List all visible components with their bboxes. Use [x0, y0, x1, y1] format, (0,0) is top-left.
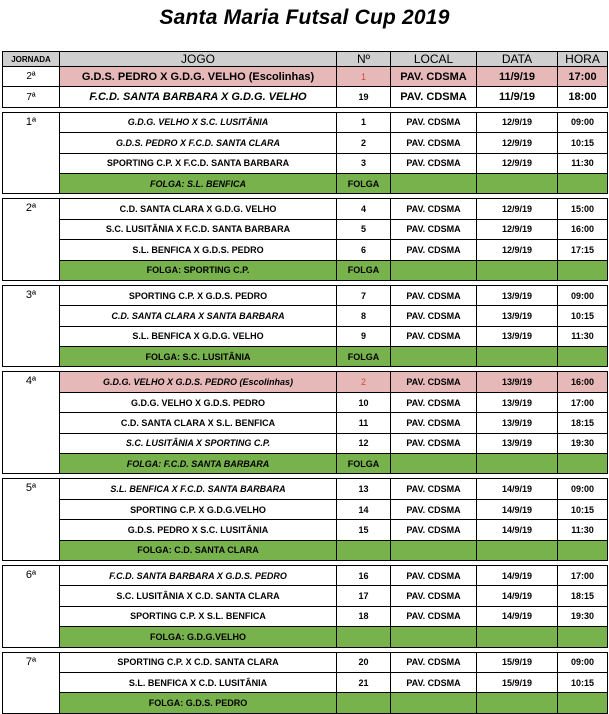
time-cell — [558, 347, 608, 367]
time-cell: 10:15 — [558, 499, 608, 519]
header-data: DATA — [477, 52, 558, 67]
jornada-cell: 2ª — [3, 67, 60, 87]
venue-cell — [391, 693, 477, 713]
venue-cell: PAV. CDSMA — [391, 285, 477, 305]
match-name-cell: C.D. SANTA CLARA X SANTA BARBARA — [60, 306, 337, 326]
venue-cell: PAV. CDSMA — [391, 499, 477, 519]
venue-cell — [391, 347, 477, 367]
time-cell — [558, 540, 608, 560]
header-num: Nº — [337, 52, 391, 67]
venue-cell: PAV. CDSMA — [391, 413, 477, 433]
schedule-table — [2, 51, 608, 714]
match-row — [3, 413, 608, 433]
match-name-cell: G.D.G. VELHO X G.D.S. PEDRO (Escolinhas) — [60, 372, 337, 392]
venue-cell: PAV. CDSMA — [391, 652, 477, 672]
time-cell: 11:30 — [558, 153, 608, 173]
match-number-cell: 20 — [337, 652, 391, 672]
folga-row — [3, 347, 608, 367]
match-row — [3, 499, 608, 519]
match-row — [3, 112, 608, 132]
time-cell: 17:00 — [558, 392, 608, 412]
time-cell: 10:15 — [558, 306, 608, 326]
match-row — [3, 326, 608, 346]
match-number-cell: 2 — [337, 372, 391, 392]
time-cell: 17:00 — [558, 565, 608, 585]
venue-cell: PAV. CDSMA — [391, 672, 477, 692]
date-cell: 12/9/19 — [477, 153, 558, 173]
date-cell: 14/9/19 — [477, 586, 558, 606]
date-cell: 14/9/19 — [477, 479, 558, 499]
header-hora: HORA — [558, 52, 608, 67]
time-cell: 19:30 — [558, 606, 608, 626]
folga-row — [3, 627, 608, 647]
folga-row — [3, 540, 608, 560]
venue-cell: PAV. CDSMA — [391, 240, 477, 260]
match-number-cell: 4 — [337, 199, 391, 219]
match-row — [3, 87, 608, 107]
venue-cell: PAV. CDSMA — [391, 433, 477, 453]
match-number-cell: FOLGA — [337, 347, 391, 367]
match-name-cell: SPORTING C.P. X C.D. SANTA CLARA — [60, 652, 337, 672]
match-row — [3, 133, 608, 153]
folga-row — [3, 260, 608, 280]
header-jornada: JORNADA — [3, 52, 60, 67]
match-name-cell: FOLGA: G.D.S. PEDRO — [60, 693, 337, 713]
date-cell: 14/9/19 — [477, 565, 558, 585]
time-cell — [558, 260, 608, 280]
date-cell: 13/9/19 — [477, 306, 558, 326]
match-name-cell: S.C. LUSITÂNIA X SPORTING C.P. — [60, 433, 337, 453]
match-name-cell: G.D.G. VELHO X S.C. LUSITÂNIA — [60, 112, 337, 132]
match-number-cell — [337, 540, 391, 560]
match-number-cell: 7 — [337, 285, 391, 305]
match-name-cell: FOLGA: S.C. LUSITÂNIA — [60, 347, 337, 367]
date-cell: 13/9/19 — [477, 392, 558, 412]
page-title: Santa Maria Futsal Cup 2019 — [159, 6, 450, 29]
jornada-cell: 1ª — [3, 112, 60, 194]
date-cell: 13/9/19 — [477, 413, 558, 433]
match-name-cell: C.D. SANTA CLARA X G.D.G. VELHO — [60, 199, 337, 219]
match-name-cell: FOLGA: S.L. BENFICA — [60, 173, 337, 193]
match-number-cell: FOLGA — [337, 260, 391, 280]
time-cell: 09:00 — [558, 285, 608, 305]
match-row — [3, 153, 608, 173]
match-name-cell: SPORTING C.P. X G.D.S. PEDRO — [60, 285, 337, 305]
header-local: LOCAL — [391, 52, 477, 67]
venue-cell — [391, 540, 477, 560]
date-cell: 12/9/19 — [477, 219, 558, 239]
match-name-cell: G.D.S. PEDRO X F.C.D. SANTA CLARA — [60, 133, 337, 153]
date-cell — [477, 693, 558, 713]
match-row — [3, 652, 608, 672]
match-name-cell: S.L. BENFICA X C.D. LUSITÂNIA — [60, 672, 337, 692]
match-number-cell: 10 — [337, 392, 391, 412]
venue-cell: PAV. CDSMA — [391, 87, 477, 107]
match-row — [3, 240, 608, 260]
venue-cell — [391, 454, 477, 474]
jornada-cell: 5ª — [3, 479, 60, 561]
match-row — [3, 306, 608, 326]
date-cell: 14/9/19 — [477, 606, 558, 626]
match-name-cell: SPORTING C.P. X G.D.G.VELHO — [60, 499, 337, 519]
time-cell: 19:30 — [558, 433, 608, 453]
match-number-cell: 3 — [337, 153, 391, 173]
match-row — [3, 606, 608, 626]
time-cell: 10:15 — [558, 672, 608, 692]
time-cell: 17:15 — [558, 240, 608, 260]
match-number-cell: 17 — [337, 586, 391, 606]
match-row — [3, 520, 608, 540]
date-cell: 12/9/19 — [477, 240, 558, 260]
match-number-cell: FOLGA — [337, 173, 391, 193]
time-cell — [558, 173, 608, 193]
match-number-cell — [337, 693, 391, 713]
date-cell: 11/9/19 — [477, 67, 558, 87]
venue-cell: PAV. CDSMA — [391, 326, 477, 346]
date-cell: 12/9/19 — [477, 133, 558, 153]
date-cell: 13/9/19 — [477, 372, 558, 392]
venue-cell: PAV. CDSMA — [391, 112, 477, 132]
venue-cell: PAV. CDSMA — [391, 392, 477, 412]
venue-cell: PAV. CDSMA — [391, 520, 477, 540]
date-cell — [477, 173, 558, 193]
time-cell: 15:00 — [558, 199, 608, 219]
date-cell: 14/9/19 — [477, 520, 558, 540]
match-number-cell: 16 — [337, 565, 391, 585]
date-cell: 12/9/19 — [477, 199, 558, 219]
match-name-cell: G.D.S. PEDRO X S.C. LUSITÂNIA — [60, 520, 337, 540]
match-row — [3, 672, 608, 692]
match-number-cell: 9 — [337, 326, 391, 346]
venue-cell — [391, 260, 477, 280]
time-cell: 18:15 — [558, 413, 608, 433]
time-cell: 18:15 — [558, 586, 608, 606]
venue-cell: PAV. CDSMA — [391, 606, 477, 626]
header-jogo: JOGO — [60, 52, 337, 67]
match-number-cell: 6 — [337, 240, 391, 260]
match-number-cell: 14 — [337, 499, 391, 519]
time-cell: 11:30 — [558, 520, 608, 540]
match-number-cell: 2 — [337, 133, 391, 153]
date-cell — [477, 627, 558, 647]
match-number-cell: 15 — [337, 520, 391, 540]
venue-cell — [391, 173, 477, 193]
match-row — [3, 219, 608, 239]
match-number-cell: 8 — [337, 306, 391, 326]
venue-cell — [391, 627, 477, 647]
folga-row — [3, 173, 608, 193]
header-row — [3, 52, 608, 67]
venue-cell: PAV. CDSMA — [391, 67, 477, 87]
jornada-cell: 6ª — [3, 565, 60, 647]
date-cell: 14/9/19 — [477, 499, 558, 519]
match-row — [3, 372, 608, 392]
match-number-cell: 19 — [337, 87, 391, 107]
time-cell: 10:15 — [558, 133, 608, 153]
match-name-cell: F.C.D. SANTA BARBARA X G.D.G. VELHO — [60, 87, 337, 107]
match-number-cell: 12 — [337, 433, 391, 453]
date-cell: 12/9/19 — [477, 112, 558, 132]
jornada-cell: 7ª — [3, 87, 60, 107]
time-cell — [558, 627, 608, 647]
match-name-cell: S.L. BENFICA X G.D.G. VELHO — [60, 326, 337, 346]
date-cell: 13/9/19 — [477, 285, 558, 305]
match-name-cell: G.D.G. VELHO X G.D.S. PEDRO — [60, 392, 337, 412]
match-name-cell: FOLGA: SPORTING C.P. — [60, 260, 337, 280]
match-row — [3, 285, 608, 305]
venue-cell: PAV. CDSMA — [391, 479, 477, 499]
date-cell: 15/9/19 — [477, 652, 558, 672]
time-cell — [558, 454, 608, 474]
match-name-cell: S.L. BENFICA X F.C.D. SANTA BARBARA — [60, 479, 337, 499]
match-number-cell: 18 — [337, 606, 391, 626]
match-row — [3, 565, 608, 585]
venue-cell: PAV. CDSMA — [391, 565, 477, 585]
match-number-cell: 5 — [337, 219, 391, 239]
venue-cell: PAV. CDSMA — [391, 586, 477, 606]
match-number-cell: 21 — [337, 672, 391, 692]
folga-row — [3, 454, 608, 474]
match-name-cell: FOLGA: G.D.G.VELHO — [60, 627, 337, 647]
match-row — [3, 67, 608, 87]
time-cell: 11:30 — [558, 326, 608, 346]
match-row — [3, 199, 608, 219]
match-number-cell: 13 — [337, 479, 391, 499]
date-cell: 13/9/19 — [477, 433, 558, 453]
venue-cell: PAV. CDSMA — [391, 133, 477, 153]
time-cell: 16:00 — [558, 219, 608, 239]
jornada-cell: 7ª — [3, 652, 60, 713]
venue-cell: PAV. CDSMA — [391, 219, 477, 239]
time-cell: 09:00 — [558, 652, 608, 672]
match-name-cell: S.L. BENFICA X G.D.S. PEDRO — [60, 240, 337, 260]
date-cell: 15/9/19 — [477, 672, 558, 692]
folga-row — [3, 693, 608, 713]
match-number-cell: 1 — [337, 67, 391, 87]
date-cell: 13/9/19 — [477, 326, 558, 346]
time-cell — [558, 693, 608, 713]
match-row — [3, 433, 608, 453]
date-cell — [477, 454, 558, 474]
match-number-cell: FOLGA — [337, 454, 391, 474]
match-row — [3, 479, 608, 499]
venue-cell: PAV. CDSMA — [391, 153, 477, 173]
jornada-cell: 4ª — [3, 372, 60, 474]
jornada-cell: 3ª — [3, 285, 60, 367]
time-cell: 16:00 — [558, 372, 608, 392]
match-number-cell: 1 — [337, 112, 391, 132]
date-cell: 11/9/19 — [477, 87, 558, 107]
venue-cell: PAV. CDSMA — [391, 199, 477, 219]
match-name-cell: C.D. SANTA CLARA X S.L. BENFICA — [60, 413, 337, 433]
match-number-cell — [337, 627, 391, 647]
match-name-cell: S.C. LUSITÂNIA X C.D. SANTA CLARA — [60, 586, 337, 606]
match-name-cell: SPORTING C.P. X F.C.D. SANTA BARBARA — [60, 153, 337, 173]
match-row — [3, 586, 608, 606]
match-row — [3, 392, 608, 412]
date-cell — [477, 347, 558, 367]
venue-cell: PAV. CDSMA — [391, 306, 477, 326]
match-name-cell: FOLGA: C.D. SANTA CLARA — [60, 540, 337, 560]
jornada-cell: 2ª — [3, 199, 60, 281]
date-cell — [477, 540, 558, 560]
time-cell: 09:00 — [558, 112, 608, 132]
match-name-cell: FOLGA: F.C.D. SANTA BARBARA — [60, 454, 337, 474]
match-name-cell: SPORTING C.P. X S.L. BENFICA — [60, 606, 337, 626]
time-cell: 17:00 — [558, 67, 608, 87]
match-name-cell: F.C.D. SANTA BARBARA X G.D.S. PEDRO — [60, 565, 337, 585]
venue-cell: PAV. CDSMA — [391, 372, 477, 392]
match-number-cell: 11 — [337, 413, 391, 433]
time-cell: 18:00 — [558, 87, 608, 107]
date-cell — [477, 260, 558, 280]
match-name-cell: G.D.S. PEDRO X G.D.G. VELHO (Escolinhas) — [60, 67, 337, 87]
match-name-cell: S.C. LUSITÂNIA X F.C.D. SANTA BARBARA — [60, 219, 337, 239]
time-cell: 09:00 — [558, 479, 608, 499]
